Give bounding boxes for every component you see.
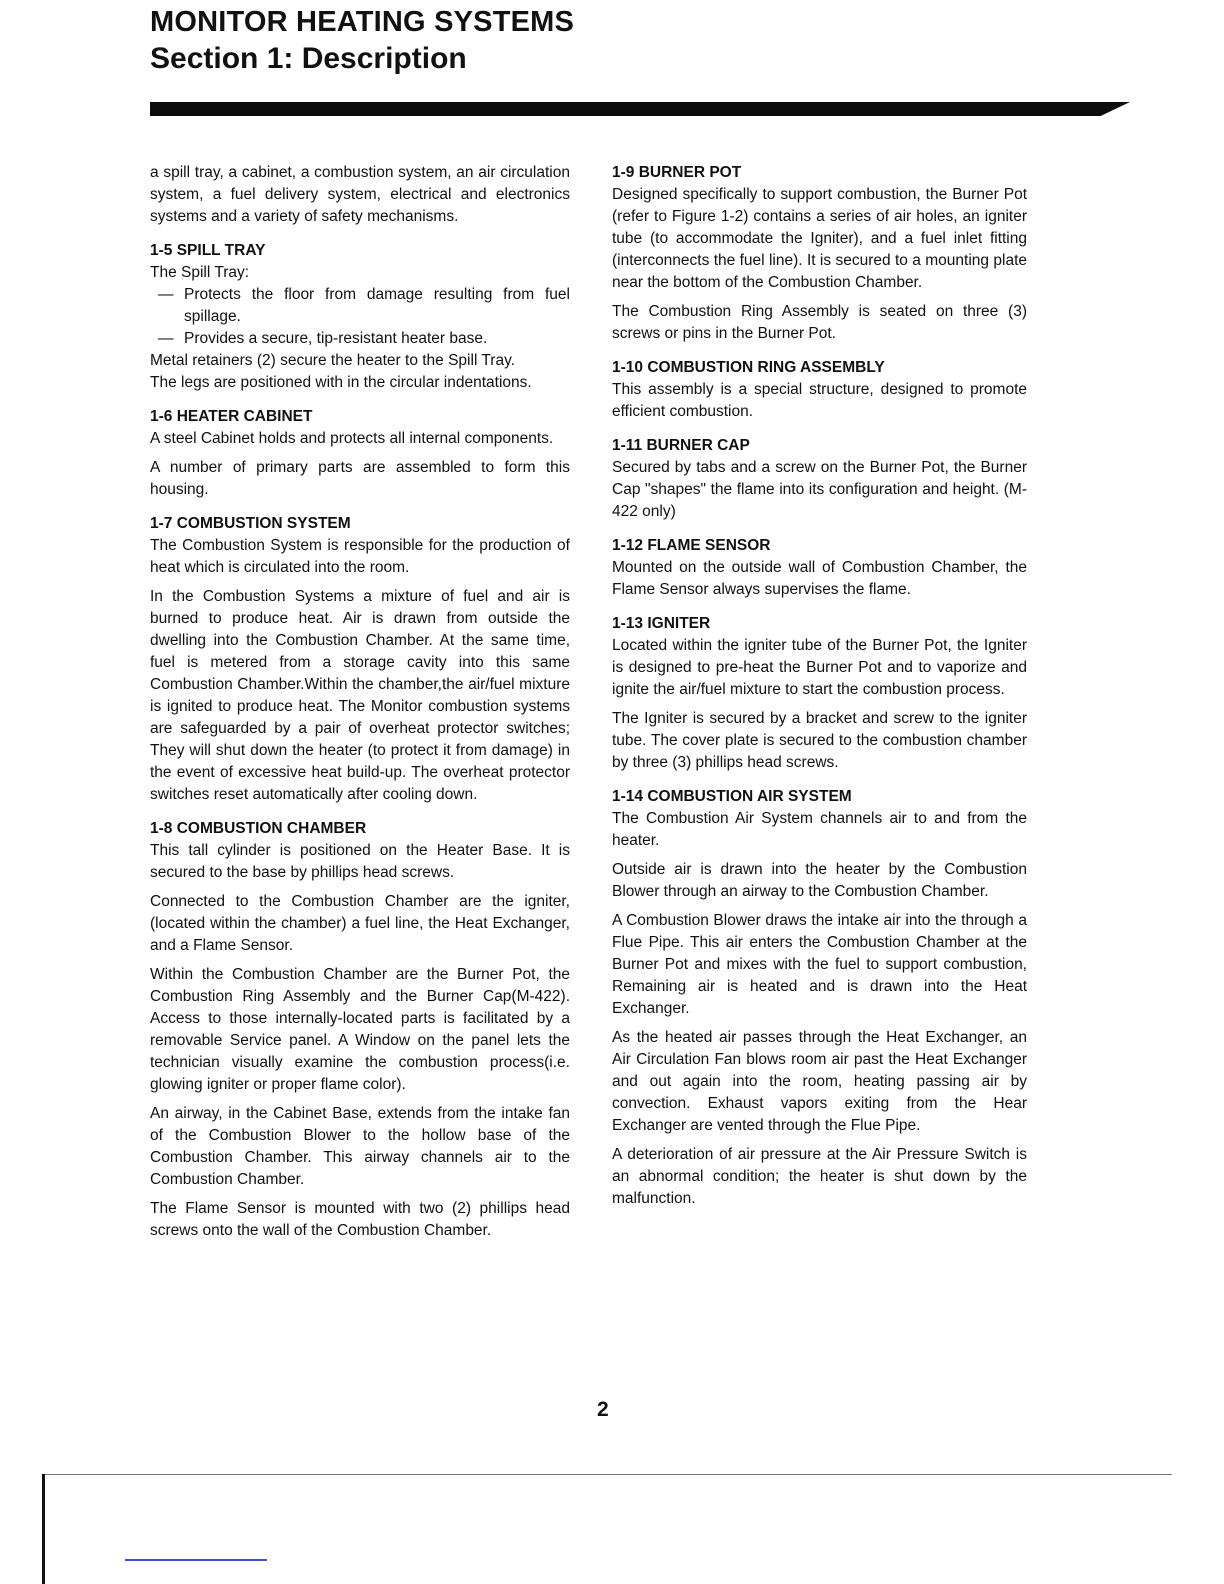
header-rule <box>150 102 1130 116</box>
heading-burner-cap: 1-11 BURNER CAP <box>612 437 750 454</box>
intro-paragraph: a spill tray, a cabinet, a combustion system, an air circulation system, a fuel delivery system, electrical and electronics systems and a variety of safety mechanisms. <box>150 164 570 225</box>
heading-heater-cabinet: 1-6 HEATER CABINET <box>150 408 313 425</box>
paragraph: This assembly is a special structure, designed to promote efficient combustion. <box>612 381 1027 420</box>
paragraph: Located within the igniter tube of the Burner Pot, the Igniter is designed to pre-heat the Burner Pot and to vaporize and ignite the air/fuel mixture to start the combustion process. <box>612 637 1027 698</box>
paragraph: Within the Combustion Chamber are the Burner Pot, the Combustion Ring Assembly and the Burner Cap(M-422). Access to those internally-located parts is facilitated by a removable Service panel. A Window on the panel lets the technician visually examine the combustion process(i.e. glowing igniter or proper flame color). <box>150 966 570 1093</box>
scan-edge-bar <box>42 1474 45 1584</box>
list-item: — Protects the floor from damage resulting from fuel spillage. <box>150 284 570 328</box>
paragraph: Outside air is drawn into the heater by the Combustion Blower through an airway to the Combustion Chamber. <box>612 861 1027 900</box>
right-column <box>612 162 1027 1217</box>
heading-flame-sensor: 1-12 FLAME SENSOR <box>612 537 771 554</box>
left-column <box>150 162 570 1249</box>
paragraph: A number of primary parts are assembled to form this housing. <box>150 459 570 498</box>
paragraph: The Combustion Ring Assembly is seated on three (3) screws or pins in the Burner Pot. <box>612 303 1027 342</box>
paragraph: In the Combustion Systems a mixture of fuel and air is burned to produce heat. Air is drawn from outside the dwelling into the Combustion Chamber. At the same time, fuel is metered from a storage cavity into this same Combustion Chamber.Within the chamber,the air/fuel mixture is ignited to produce heat. The Monitor combustion systems are safeguarded by a pair of overheat protector switches; They will shut down the heater (to protect it from damage) in the event of excessive heat build-up. The overheat protector switches reset automatically after cooling down. <box>150 588 570 803</box>
spill-tray-lead: The Spill Tray: <box>150 264 250 281</box>
spill-tray-list <box>150 284 570 350</box>
footer-rule <box>42 1474 1172 1475</box>
section-title: Section 1: Description <box>150 42 467 75</box>
paragraph: Mounted on the outside wall of Combustion Chamber, the Flame Sensor always supervises the flame. <box>612 559 1027 598</box>
list-item: — Provides a secure, tip-resistant heater base. <box>150 328 570 350</box>
paragraph: An airway, in the Cabinet Base, extends from the intake fan of the Combustion Blower to the hollow base of the Combustion Chamber. This airway channels air to the Combustion Chamber. <box>150 1105 570 1188</box>
paragraph: The Combustion System is responsible for the production of heat which is circulated into the room. <box>150 537 570 576</box>
heading-combustion-chamber: 1-8 COMBUSTION CHAMBER <box>150 820 367 837</box>
paragraph: This tall cylinder is positioned on the Heater Base. It is secured to the base by phillips head screws. <box>150 842 570 881</box>
heading-combustion-system: 1-7 COMBUSTION SYSTEM <box>150 515 351 532</box>
paragraph: Designed specifically to support combustion, the Burner Pot (refer to Figure 1-2) contains a series of air holes, an igniter tube (to accommodate the Igniter), and a fuel inlet fitting (interconnects the fuel line). It is secured to a mounting plate near the bottom of the Combustion Chamber. <box>612 186 1027 291</box>
paragraph: The Flame Sensor is mounted with two (2) phillips head screws onto the wall of the Combustion Chamber. <box>150 1200 570 1239</box>
scan-mark-line <box>125 1559 267 1561</box>
heading-combustion-ring-assembly: 1-10 COMBUSTION RING ASSEMBLY <box>612 359 885 376</box>
heading-burner-pot: 1-9 BURNER POT <box>612 164 742 181</box>
paragraph: Secured by tabs and a screw on the Burner Pot, the Burner Cap "shapes" the flame into its configuration and height. (M-422 only) <box>612 459 1027 520</box>
paragraph: Connected to the Combustion Chamber are the igniter, (located within the chamber) a fuel line, the Heat Exchanger, and a Flame Sensor. <box>150 893 570 954</box>
heading-spill-tray: 1-5 SPILL TRAY <box>150 242 266 259</box>
page-number: 2 <box>597 1398 609 1421</box>
paragraph: A steel Cabinet holds and protects all internal components. <box>150 430 554 447</box>
paragraph: A deterioration of air pressure at the Air Pressure Switch is an abnormal condition; the heater is shut down by the malfunction. <box>612 1146 1027 1207</box>
paragraph: A Combustion Blower draws the intake air into the through a Flue Pipe. This air enters the Combustion Chamber at the Burner Pot and mixes with the fuel to support combustion, Remaining air is heated and is drawn into the Heat Exchanger. <box>612 912 1027 1017</box>
paragraph: The Combustion Air System channels air to and from the heater. <box>612 810 1027 849</box>
document-title: MONITOR HEATING SYSTEMS <box>150 6 575 38</box>
paragraph: The Igniter is secured by a bracket and screw to the igniter tube. The cover plate is secured to the combustion chamber by three (3) phillips head screws. <box>612 710 1027 771</box>
heading-igniter: 1-13 IGNITER <box>612 615 711 632</box>
paragraph: As the heated air passes through the Heat Exchanger, an Air Circulation Fan blows room air past the Heat Exchanger and out again into the room, heating passing air by convection. Exhaust vapors exiting from the Hear Exchanger are vented through the Flue Pipe. <box>612 1029 1027 1134</box>
paragraph: The legs are positioned with in the circular indentations. <box>150 374 532 391</box>
heading-combustion-air-system: 1-14 COMBUSTION AIR SYSTEM <box>612 788 852 805</box>
paragraph: Metal retainers (2) secure the heater to the Spill Tray. <box>150 352 515 369</box>
